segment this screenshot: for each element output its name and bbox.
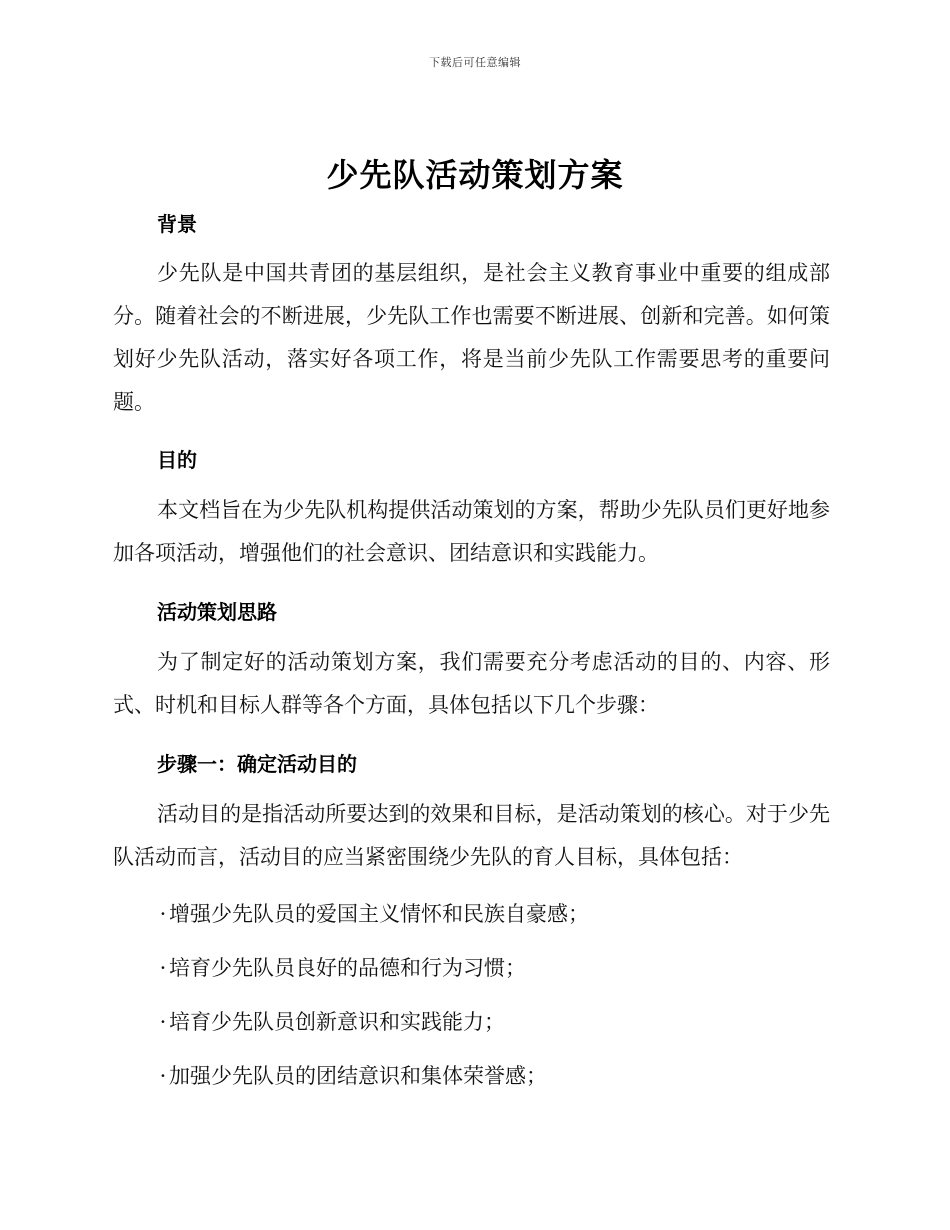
section-heading-step1: 步骤一：确定活动目的: [157, 752, 357, 776]
section-text-background: 少先队是中国共青团的基层组织，是社会主义教育事业中重要的组成部分。随着社会的不断进展，少先队工作也需要不断进展、创新和完善。如何策划好少先队活动，落实好各项工作，将是当前少先队工作需要思考的重要问题。: [113, 261, 830, 414]
list-item: [157, 1062, 547, 1090]
section-text-step1: 活动目的是指活动所要达到的效果和目标，是活动策划的核心。对于少先队活动而言，活动目的应当紧密围绕少先队的育人目标，具体包括：: [113, 802, 830, 869]
section-heading-background: 背景: [157, 212, 197, 236]
list-item-text: 加强少先队员的团结意识和集体荣誉感；: [169, 1064, 547, 1088]
bullet-dot: ·: [159, 1010, 167, 1034]
section-text-approach: 为了制定好的活动策划方案，我们需要充分考虑活动的目的、内容、形式、时机和目标人群等各个方面，具体包括以下几个步骤：: [113, 650, 830, 717]
section-heading-purpose: 目的: [157, 448, 197, 472]
page-header-note: 下载后可任意编辑: [429, 56, 521, 69]
document-title: 少先队活动策划方案: [326, 156, 624, 194]
list-item: [157, 1008, 505, 1036]
list-item-text: 增强少先队员的爱国主义情怀和民族自豪感；: [169, 902, 589, 926]
section-text-purpose: 本文档旨在为少先队机构提供活动策划的方案，帮助少先队员们更好地参加各项活动，增强他们的社会意识、团结意识和实践能力。: [113, 498, 830, 565]
list-item: [157, 900, 589, 928]
list-item-text: 培育少先队员良好的品德和行为习惯；: [169, 956, 526, 980]
bullet-dot: ·: [159, 1064, 167, 1088]
bullet-dot: ·: [159, 902, 167, 926]
list-item-text: 培育少先队员创新意识和实践能力；: [169, 1010, 505, 1034]
list-item: [157, 954, 526, 982]
section-heading-approach: 活动策划思路: [157, 600, 277, 624]
bullet-dot: ·: [159, 956, 167, 980]
